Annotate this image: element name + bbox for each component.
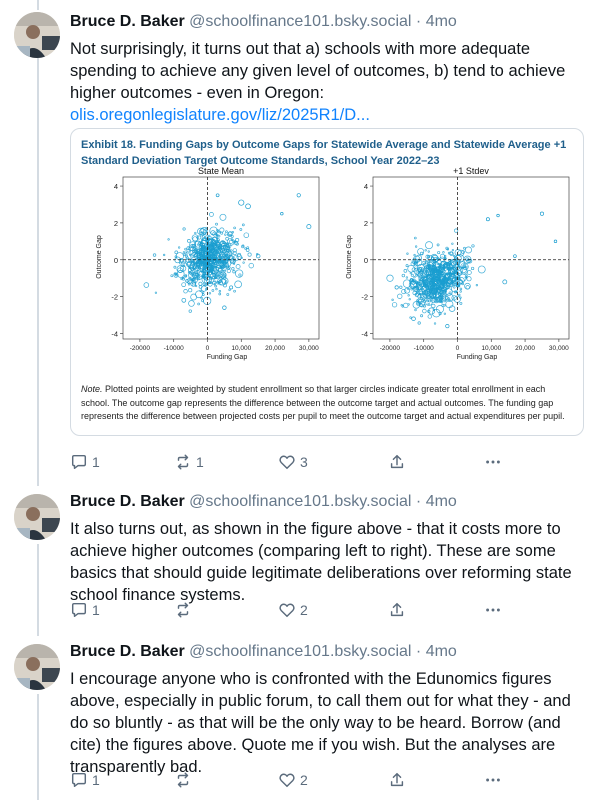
scatter-point — [178, 247, 180, 249]
repost-icon — [174, 453, 192, 471]
reply-count: 1 — [92, 454, 100, 470]
scatter-point — [236, 264, 240, 268]
heart-icon — [278, 771, 296, 789]
scatter-point — [195, 232, 197, 234]
scatter-point — [429, 300, 431, 302]
scatter-point — [412, 317, 416, 321]
scatter-point — [420, 269, 422, 271]
like-button[interactable] — [278, 600, 308, 620]
scatter-point — [227, 293, 229, 295]
scatter-point — [232, 231, 234, 233]
avatar[interactable] — [14, 644, 60, 690]
reply-button[interactable] — [70, 770, 100, 790]
scatter-point — [192, 249, 194, 251]
scatter-point — [183, 254, 185, 256]
scatter-point — [198, 303, 200, 305]
scatter-point — [233, 271, 236, 274]
y-tick-label: -4 — [111, 329, 118, 339]
like-button[interactable] — [278, 452, 308, 472]
scatter-point — [452, 249, 454, 251]
scatter-point — [247, 247, 249, 249]
scatter-point — [444, 255, 446, 257]
scatter-point — [425, 249, 427, 251]
scatter-point — [446, 324, 449, 327]
like-count: 3 — [300, 454, 308, 470]
scatter-point — [183, 251, 185, 253]
scatter-point — [215, 285, 217, 287]
post-actions — [70, 770, 584, 790]
scatter-point — [168, 239, 170, 241]
post-actions — [70, 452, 584, 472]
repost-icon — [174, 771, 192, 789]
scatter-point — [225, 231, 227, 233]
scatter-point — [281, 212, 284, 215]
scatter-point — [233, 260, 235, 262]
scatter-point — [229, 289, 231, 291]
scatter-point — [175, 274, 177, 276]
y-tick-label: 4 — [363, 182, 368, 192]
heart-icon — [278, 601, 296, 619]
scatter-point — [437, 263, 439, 265]
scatter-point — [453, 287, 455, 289]
scatter-point — [187, 239, 190, 242]
avatar[interactable] — [14, 12, 60, 58]
scatter-point — [424, 270, 426, 272]
like-count: 2 — [300, 602, 308, 618]
post-text: It also turns out, as shown in the figure above - that it costs more to achieve higher outcomes (comparing left to right). These are some basics that should guide legitimate deliberations over reforming state school finance systems. — [70, 520, 572, 604]
y-tick-label: 0 — [363, 255, 368, 265]
scatter-point — [184, 289, 188, 293]
scatter-point — [444, 305, 446, 307]
post-header — [70, 12, 584, 32]
post-text — [70, 38, 584, 126]
scatter-point — [392, 302, 397, 307]
scatter-point — [216, 288, 218, 290]
scatter-point — [188, 273, 192, 277]
scatter-point — [240, 229, 242, 231]
scatter-point — [221, 232, 223, 234]
scatter-point — [438, 251, 440, 253]
scatter-point — [411, 274, 413, 276]
scatter-point — [414, 254, 416, 256]
more-icon — [484, 453, 502, 471]
x-axis-label: Funding Gap — [456, 354, 498, 361]
scatter-point — [183, 262, 185, 264]
scatter-point — [452, 243, 454, 245]
figure-note — [81, 383, 575, 424]
figure-title: Exhibit 18. Funding Gaps by Outcome Gaps for Statewide Average and Statewide Average +1 Standard Deviation Target Outcome Standards, School Year 2022–23 — [81, 139, 567, 167]
scatter-point — [183, 228, 185, 230]
scatter-point — [466, 266, 468, 268]
panel-title: State Mean — [197, 166, 245, 176]
x-tick-label: 0 — [205, 345, 210, 352]
image-embed[interactable] — [70, 128, 584, 436]
scatter-point — [444, 313, 446, 315]
scatter-point — [410, 317, 412, 319]
more-icon — [484, 771, 502, 789]
reply-count: 1 — [92, 772, 100, 788]
timestamp[interactable]: 4mo — [425, 643, 457, 660]
scatter-point — [209, 292, 211, 294]
scatter-point — [186, 257, 188, 259]
scatter-point — [235, 281, 242, 288]
scatter-point — [471, 267, 474, 270]
scatter-point — [454, 257, 456, 259]
avatar-image — [14, 644, 60, 690]
scatter-point — [407, 253, 409, 255]
post-body: Not surprisingly, it turns out that a) schools with more adequate spending to achieve any given level of outcomes, b) tend to achieve higher outcomes - even in Oregon: — [70, 40, 566, 102]
scatter-point — [460, 302, 462, 304]
separator: · — [411, 13, 426, 30]
scatter-point — [415, 309, 417, 311]
scatter-point — [230, 234, 232, 236]
author-handle[interactable]: @schoolfinance101.bsky.social — [189, 493, 412, 510]
scatter-point — [182, 283, 186, 287]
scatter-point — [497, 214, 500, 217]
x-tick-label: -20000 — [129, 345, 151, 352]
post-header — [70, 492, 584, 512]
scatter-point — [403, 303, 408, 308]
scatter-point — [387, 275, 393, 281]
scatter-point — [243, 262, 245, 264]
scatter-point — [462, 283, 464, 285]
post — [0, 634, 600, 800]
scatter-point — [197, 244, 199, 246]
more-button[interactable] — [484, 600, 502, 620]
scatter-point — [188, 288, 191, 291]
scatter-point — [186, 251, 188, 253]
scatter-point — [467, 270, 471, 274]
y-tick-label: 4 — [113, 182, 118, 192]
scatter-point — [223, 306, 227, 310]
scatter-point — [219, 290, 221, 292]
scatter-point — [427, 300, 429, 302]
scatter-point — [163, 254, 165, 256]
scatter-point — [245, 248, 247, 250]
scatter-point — [220, 214, 226, 220]
scatter-point — [182, 298, 186, 302]
scatter-point — [409, 298, 411, 300]
scatter-point — [239, 274, 241, 276]
scatter-point — [418, 248, 424, 254]
scatter-point — [437, 244, 439, 246]
scatter-point — [209, 212, 213, 216]
scatter-point — [155, 292, 157, 294]
author-name[interactable]: Bruce D. Baker — [70, 493, 185, 510]
repost-button[interactable] — [174, 600, 196, 620]
timestamp[interactable]: 4mo — [425, 13, 457, 30]
scatter-point — [463, 247, 465, 249]
scatter-point — [432, 304, 436, 308]
scatter-point — [212, 289, 214, 291]
timestamp[interactable]: 4mo — [425, 493, 457, 510]
scatter-point — [402, 289, 406, 293]
scatter-point — [514, 255, 517, 258]
scatter-point — [435, 301, 437, 303]
scatter-point — [202, 300, 204, 302]
scatter-point — [188, 248, 190, 250]
scatter-point — [201, 297, 203, 299]
author-handle[interactable]: @schoolfinance101.bsky.social — [189, 13, 412, 30]
x-tick-label: -10000 — [163, 345, 184, 352]
y-axis-label: Outcome Gap — [346, 235, 353, 279]
reply-button[interactable] — [70, 600, 100, 620]
scatter-point — [242, 224, 244, 226]
post-text: I encourage anyone who is confronted with the Edunomics figures above, especially in public forum, to call them out for what they - and do so bluntly - as that will be the only way to be heard. Borrow (and cite) the figures above. Quote me if you wish. But the analyses are transparently bad. — [70, 670, 571, 776]
scatter-point — [307, 224, 311, 228]
scatter-point — [220, 228, 224, 232]
scatter-point — [408, 265, 415, 272]
scatter-point — [408, 295, 410, 297]
x-tick-label: 30,000 — [548, 345, 569, 352]
note-label: Note. — [81, 384, 103, 394]
scatter-point — [225, 281, 227, 283]
scatter-point — [478, 266, 485, 273]
scatter-point — [428, 315, 432, 319]
scatter-point — [460, 288, 462, 290]
scatter-point — [554, 240, 557, 243]
scatter-point — [219, 293, 221, 295]
y-tick-label: 0 — [113, 255, 118, 265]
scatter-point — [453, 255, 455, 257]
scatter-point — [414, 237, 416, 239]
scatter-point — [153, 254, 156, 257]
scatter-point — [476, 284, 478, 286]
more-button[interactable] — [484, 770, 502, 790]
x-tick-label: 10,000 — [231, 345, 252, 352]
scatter-point — [453, 261, 455, 263]
scatter-point — [406, 264, 408, 266]
scatter-point — [404, 269, 407, 272]
scatter-point — [404, 288, 409, 293]
x-tick-label: -10000 — [413, 345, 434, 352]
scatter-point — [428, 251, 430, 253]
scatter-point — [414, 280, 416, 282]
scatter-point — [415, 246, 417, 248]
scatter-point — [229, 267, 231, 269]
scatter-point — [239, 200, 244, 205]
scatter-point — [428, 303, 430, 305]
x-tick-label: 30,000 — [298, 345, 319, 352]
y-tick-label: -4 — [361, 329, 368, 339]
scatter-point — [419, 289, 421, 291]
scatter-point — [230, 286, 233, 289]
scatter-point — [425, 242, 432, 249]
scatter-point — [402, 274, 405, 277]
scatter-point — [248, 253, 251, 256]
share-icon — [388, 601, 406, 619]
scatter-point — [190, 273, 192, 275]
scatter-point — [434, 323, 436, 325]
author-name[interactable]: Bruce D. Baker — [70, 13, 185, 30]
scatter-point — [224, 234, 226, 236]
scatter-point — [465, 283, 471, 289]
scatter-point — [189, 300, 195, 306]
scatter-point — [185, 248, 187, 250]
scatter-figure — [71, 165, 584, 387]
scatter-point — [195, 291, 202, 298]
reply-button[interactable] — [70, 452, 100, 472]
scatter-point — [199, 282, 202, 285]
post-actions — [70, 600, 584, 620]
scatter-point — [249, 263, 254, 268]
scatter-point — [246, 204, 251, 209]
scatter-point — [443, 252, 445, 254]
scatter-point — [406, 277, 408, 279]
y-tick-label: -2 — [361, 292, 368, 302]
scatter-point — [395, 286, 398, 289]
post-link[interactable]: olis.oregonlegislature.gov/liz/2025R1/D... — [70, 106, 370, 124]
scatter-point — [420, 315, 422, 317]
y-axis-label: Outcome Gap — [96, 235, 103, 279]
scatter-point — [397, 294, 402, 299]
repost-button[interactable] — [174, 770, 196, 790]
like-count: 2 — [300, 772, 308, 788]
scatter-point — [427, 292, 429, 294]
scatter-point — [231, 261, 233, 263]
scatter-point — [244, 233, 249, 238]
like-button[interactable] — [278, 770, 308, 790]
scatter-point — [199, 249, 201, 251]
y-tick-label: 2 — [113, 218, 118, 228]
x-axis-label: Funding Gap — [206, 354, 248, 361]
scatter-point — [441, 301, 443, 303]
scatter-point — [449, 299, 451, 301]
scatter-point — [234, 227, 236, 229]
scatter-point — [486, 218, 489, 221]
scatter-point — [420, 282, 422, 284]
separator: · — [411, 493, 426, 510]
scatter-point — [297, 194, 300, 197]
more-button[interactable] — [484, 452, 502, 472]
scatter-panel — [346, 166, 569, 361]
scatter-point — [417, 303, 419, 305]
author-name[interactable]: Bruce D. Baker — [70, 643, 185, 660]
scatter-point — [174, 266, 176, 268]
x-tick-label: -20000 — [379, 345, 401, 352]
scatter-point — [503, 280, 507, 284]
scatter-point — [410, 272, 412, 274]
author-handle[interactable]: @schoolfinance101.bsky.social — [189, 643, 412, 660]
scatter-point — [418, 292, 420, 294]
repost-button[interactable] — [174, 452, 204, 472]
scatter-panel — [96, 166, 319, 361]
x-tick-label: 0 — [455, 345, 460, 352]
scatter-point — [216, 194, 219, 197]
share-icon — [388, 453, 406, 471]
scatter-point — [460, 297, 462, 299]
x-tick-label: 20,000 — [265, 345, 286, 352]
scatter-point — [411, 288, 413, 290]
scatter-point — [400, 286, 402, 288]
scatter-point — [144, 283, 149, 288]
avatar-image — [14, 12, 60, 58]
share-button[interactable] — [388, 452, 406, 472]
share-icon — [388, 771, 406, 789]
scatter-point — [422, 309, 426, 313]
repost-icon — [174, 601, 192, 619]
heart-icon — [278, 453, 296, 471]
scatter-point — [460, 291, 462, 293]
panel-title: +1 Stdev — [453, 166, 489, 176]
x-tick-label: 20,000 — [515, 345, 536, 352]
post — [0, 484, 600, 634]
avatar-image — [14, 494, 60, 540]
more-icon — [484, 601, 502, 619]
note-text: Plotted points are weighted by student enrollment so that larger circles indicate greater total enrollment in each school. The outcome gap represents the difference between the outcome target and actual outcomes. The funding gap represents the difference between projected costs per pupil to meet the outcome target and actual expenditures per pupil. — [81, 384, 565, 421]
scatter-point — [418, 322, 421, 325]
post-header — [70, 642, 584, 662]
repost-count: 1 — [196, 454, 204, 470]
share-button[interactable] — [388, 770, 406, 790]
y-tick-label: 2 — [363, 218, 368, 228]
scatter-point — [232, 268, 235, 271]
scatter-point — [392, 299, 394, 301]
reply-icon — [70, 601, 88, 619]
scatter-point — [427, 279, 429, 281]
share-button[interactable] — [388, 600, 406, 620]
reply-icon — [70, 453, 88, 471]
scatter-point — [215, 223, 217, 225]
scatter-point — [467, 277, 471, 281]
scatter-point — [242, 245, 244, 247]
avatar[interactable] — [14, 494, 60, 540]
scatter-point — [540, 212, 543, 215]
scatter-point — [465, 247, 471, 253]
reply-icon — [70, 771, 88, 789]
separator: · — [411, 643, 426, 660]
x-tick-label: 10,000 — [481, 345, 502, 352]
scatter-point — [215, 270, 217, 272]
y-tick-label: -2 — [111, 292, 118, 302]
scatter-point — [234, 290, 236, 292]
scatter-point — [459, 294, 461, 296]
scatter-point — [171, 275, 173, 277]
scatter-point — [209, 272, 211, 274]
scatter-point — [189, 310, 192, 313]
reply-count: 1 — [92, 602, 100, 618]
scatter-point — [472, 245, 474, 247]
scatter-point — [414, 276, 416, 278]
